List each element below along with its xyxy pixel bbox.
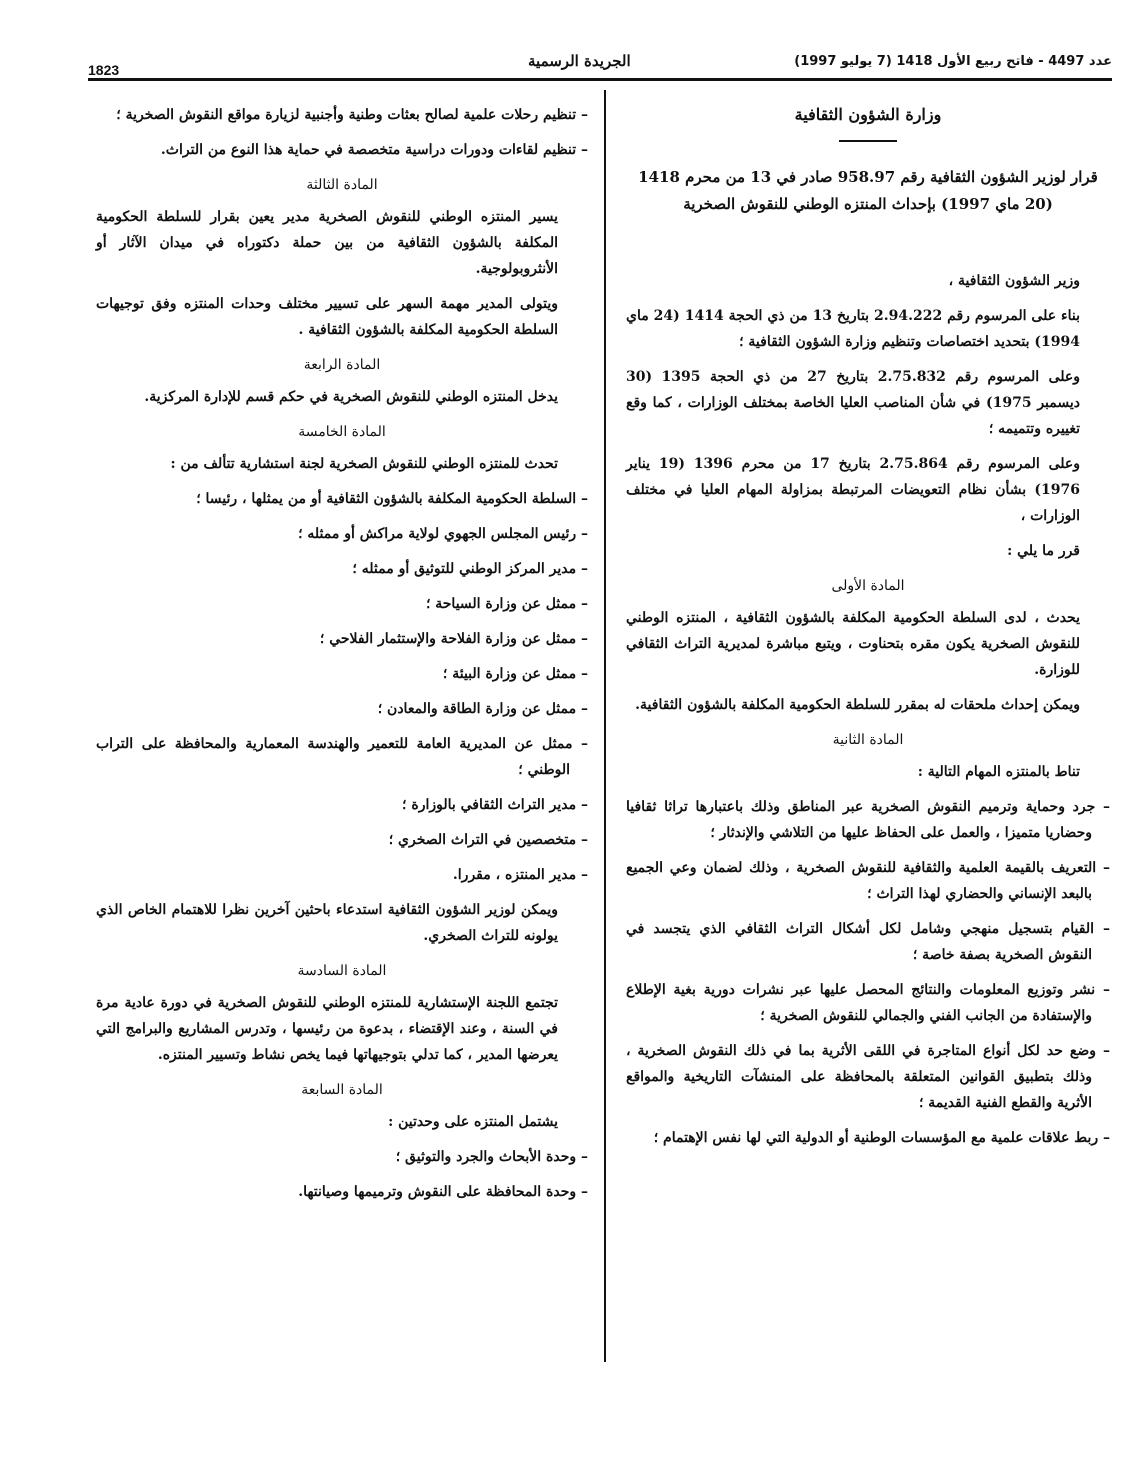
- article-5-paragraph-2: ويمكن لوزير الشؤون الثقافية استدعاء باحثين آخرين نظرا للاهتمام الخاص الذي يولونه للتراث الصخري.: [96, 902, 558, 944]
- committee-member: – ممثل عن وزارة البيئة ؛: [442, 666, 588, 682]
- committee-member: – السلطة الحكومية المكلفة بالشؤون الثقافية أو من يمثلها ، رئيسا ؛: [196, 491, 588, 507]
- header-rule: [88, 78, 1112, 81]
- committee-member: – رئيس المجلس الجهوي لولاية مراكش أو ممثله ؛: [298, 526, 588, 542]
- article-1-paragraph-1: يحدث ، لدى السلطة الحكومية المكلفة بالشؤون الثقافية ، المنتزه الوطني للنقوش الصخرية يكون مقره بتحناوت ، ويتبع مباشرة لمديرية التراث الثقافي للوزارة.: [626, 610, 1080, 678]
- page-header: [88, 48, 1112, 76]
- preamble-paragraph-1: بناء على المرسوم رقم 2.94.222 بتاريخ 13 من ذي الحجة 1414 (24 ماي 1994) بتحديد اختصاصات وتنظيم وزارة الشؤون الثقافية ؛: [626, 308, 1080, 350]
- issue-info: عدد 4497 - فاتح ربيع الأول 1418 (7 يوليو 1997): [794, 54, 1112, 69]
- unit-item: – وحدة الأبحاث والجرد والتوثيق ؛: [395, 1149, 588, 1165]
- left-column: [96, 102, 588, 1214]
- article-2-item: – وضع حد لكل أنواع المتاجرة في اللقى الأثرية بما في ذلك النقوش الصخرية ، وذلك بتطبيق القوانين المتعلقة بالمحافظة على المنشآت التاريخية والمواقع الأثرية والقطع الفنية القديمة ؛: [626, 1043, 1110, 1111]
- article-3-paragraph-1: يسير المنتزه الوطني للنقوش الصخرية مدير يعين بقرار للسلطة الحكومية المكلفة بالشؤون الثقافية من بين حملة دكتوراه في ميدان الآثار أو الأنثروبولوجية.: [96, 209, 558, 277]
- article-2-intro: تناط بالمنتزه المهام التالية :: [917, 764, 1080, 780]
- committee-member: – مدير المنتزه ، مقررا.: [452, 867, 588, 883]
- article-4-paragraph-1: يدخل المنتزه الوطني للنقوش الصخرية في حكم قسم للإدارة المركزية.: [144, 389, 558, 405]
- preamble-paragraph-3: وعلى المرسوم رقم 2.75.864 بتاريخ 17 من محرم 1396 (19 يناير 1976) بشأن نظام التعويضات المرتبطة بمزاولة المهام العليا في مختلف الوزارات ،: [626, 456, 1080, 524]
- article-3-paragraph-2: ويتولى المدير مهمة السهر على تسيير مختلف وحدات المنتزه وفق توجيهات السلطة الحكومية المكلفة بالشؤون الثقافية .: [96, 296, 558, 338]
- preamble-paragraph-2: وعلى المرسوم رقم 2.75.832 بتاريخ 27 من ذي الحجة 1395 (30 ديسمبر 1975) في شأن المناصب العليا الخاصة بمختلف الوزارات ، كما وقع تغييره وتتميمه ؛: [626, 369, 1080, 437]
- committee-member: – مدير المركز الوطني للتوثيق أو ممثله ؛: [352, 561, 588, 577]
- ministry-heading: وزارة الشؤون الثقافية: [794, 105, 942, 124]
- minister-line: وزير الشؤون الثقافية ،: [948, 273, 1080, 289]
- column-divider: [604, 90, 606, 1362]
- article-2-item: – القيام بتسجيل منهجي وشامل لكل أشكال التراث الثقافي الذي يتجسد في النقوش الصخرية بصفة خاصة ؛: [626, 921, 1110, 963]
- decree-title: قرار لوزير الشؤون الثقافية رقم 958.97 صادر في 13 من محرم 1418 (20 ماي 1997) بإحداث المنتزه الوطني للنقوش الصخرية: [638, 168, 1098, 213]
- article-1-title: المادة الأولى: [831, 578, 905, 594]
- committee-member: – ممثل عن وزارة السياحة ؛: [425, 596, 588, 612]
- gazette-title: الجريدة الرسمية: [528, 52, 631, 70]
- article-6-title: المادة السادسة: [297, 963, 387, 979]
- short-rule: [839, 140, 897, 142]
- page-number: 1823: [88, 62, 120, 78]
- article-5-title: المادة الخامسة: [298, 424, 386, 440]
- article-7-title: المادة السابعة: [301, 1082, 383, 1098]
- committee-member: – ممثل عن المديرية العامة للتعمير والهندسة المعمارية والمحافظة على التراب الوطني ؛: [96, 736, 588, 778]
- right-column: [626, 102, 1110, 1160]
- article-2-item: – ربط علاقات علمية مع المؤسسات الوطنية أو الدولية التي لها نفس الإهتمام ؛: [653, 1130, 1110, 1146]
- article-3-title: المادة الثالثة: [306, 177, 378, 193]
- article-1-paragraph-2: ويمكن إحداث ملحقات له بمقرر للسلطة الحكومية المكلفة بالشؤون الثقافية.: [635, 697, 1080, 713]
- article-2-item: – جرد وحماية وترميم النقوش الصخرية عبر المناطق وذلك باعتبارها تراثا ثقافيا وحضاريا متميزا ، والعمل على الحفاظ عليها من التلاشي والإندثار ؛: [626, 799, 1110, 841]
- committee-member: – ممثل عن وزارة الطاقة والمعادن ؛: [377, 701, 588, 717]
- article-6-paragraph-1: تجتمع اللجنة الإستشارية للمنتزه الوطني للنقوش الصخرية في دورة عادية مرة في السنة ، وعند الإقتضاء ، بدعوة من رئيسها ، وتدرس المشاريع والبرامج التي يعرضها المدير ، كما تدلي بتوجيهاتها فيما يخص نشاط وتسيير المنتزه.: [96, 995, 558, 1063]
- committee-member: – متخصصين في التراث الصخري ؛: [388, 832, 588, 848]
- article-5-intro: تحدث للمنتزه الوطني للنقوش الصخرية لجنة استشارية تتألف من :: [170, 456, 558, 472]
- committee-member: – مدير التراث الثقافي بالوزارة ؛: [402, 797, 588, 813]
- article-2-title: المادة الثانية: [832, 732, 904, 748]
- unit-item: – وحدة المحافظة على النقوش وترميمها وصيانتها.: [298, 1184, 588, 1200]
- article-2-item: – التعريف بالقيمة العلمية والثقافية للنقوش الصخرية ، وذلك لضمان وعي الجميع بالبعد الإنساني والحضاري لهذا التراث ؛: [626, 860, 1110, 902]
- article-2-item-cont: – تنظيم رحلات علمية لصالح بعثات وطنية وأجنبية لزيارة مواقع النقوش الصخرية ؛: [116, 107, 588, 123]
- article-4-title: المادة الرابعة: [303, 357, 381, 373]
- article-2-item: – نشر وتوزيع المعلومات والنتائج المحصل عليها عبر نشرات دورية بغية الإطلاع والإستفادة من الجانب الفني والجمالي للنقوش الصخرية ؛: [626, 982, 1110, 1024]
- decides-line: قرر ما يلي :: [1007, 543, 1080, 559]
- article-2-item-cont: – تنظيم لقاءات ودورات دراسية متخصصة في حماية هذا النوع من التراث.: [160, 142, 588, 158]
- committee-member: – ممثل عن وزارة الفلاحة والإستثمار الفلاحي ؛: [319, 631, 588, 647]
- article-7-intro: يشتمل المنتزه على وحدتين :: [388, 1114, 558, 1130]
